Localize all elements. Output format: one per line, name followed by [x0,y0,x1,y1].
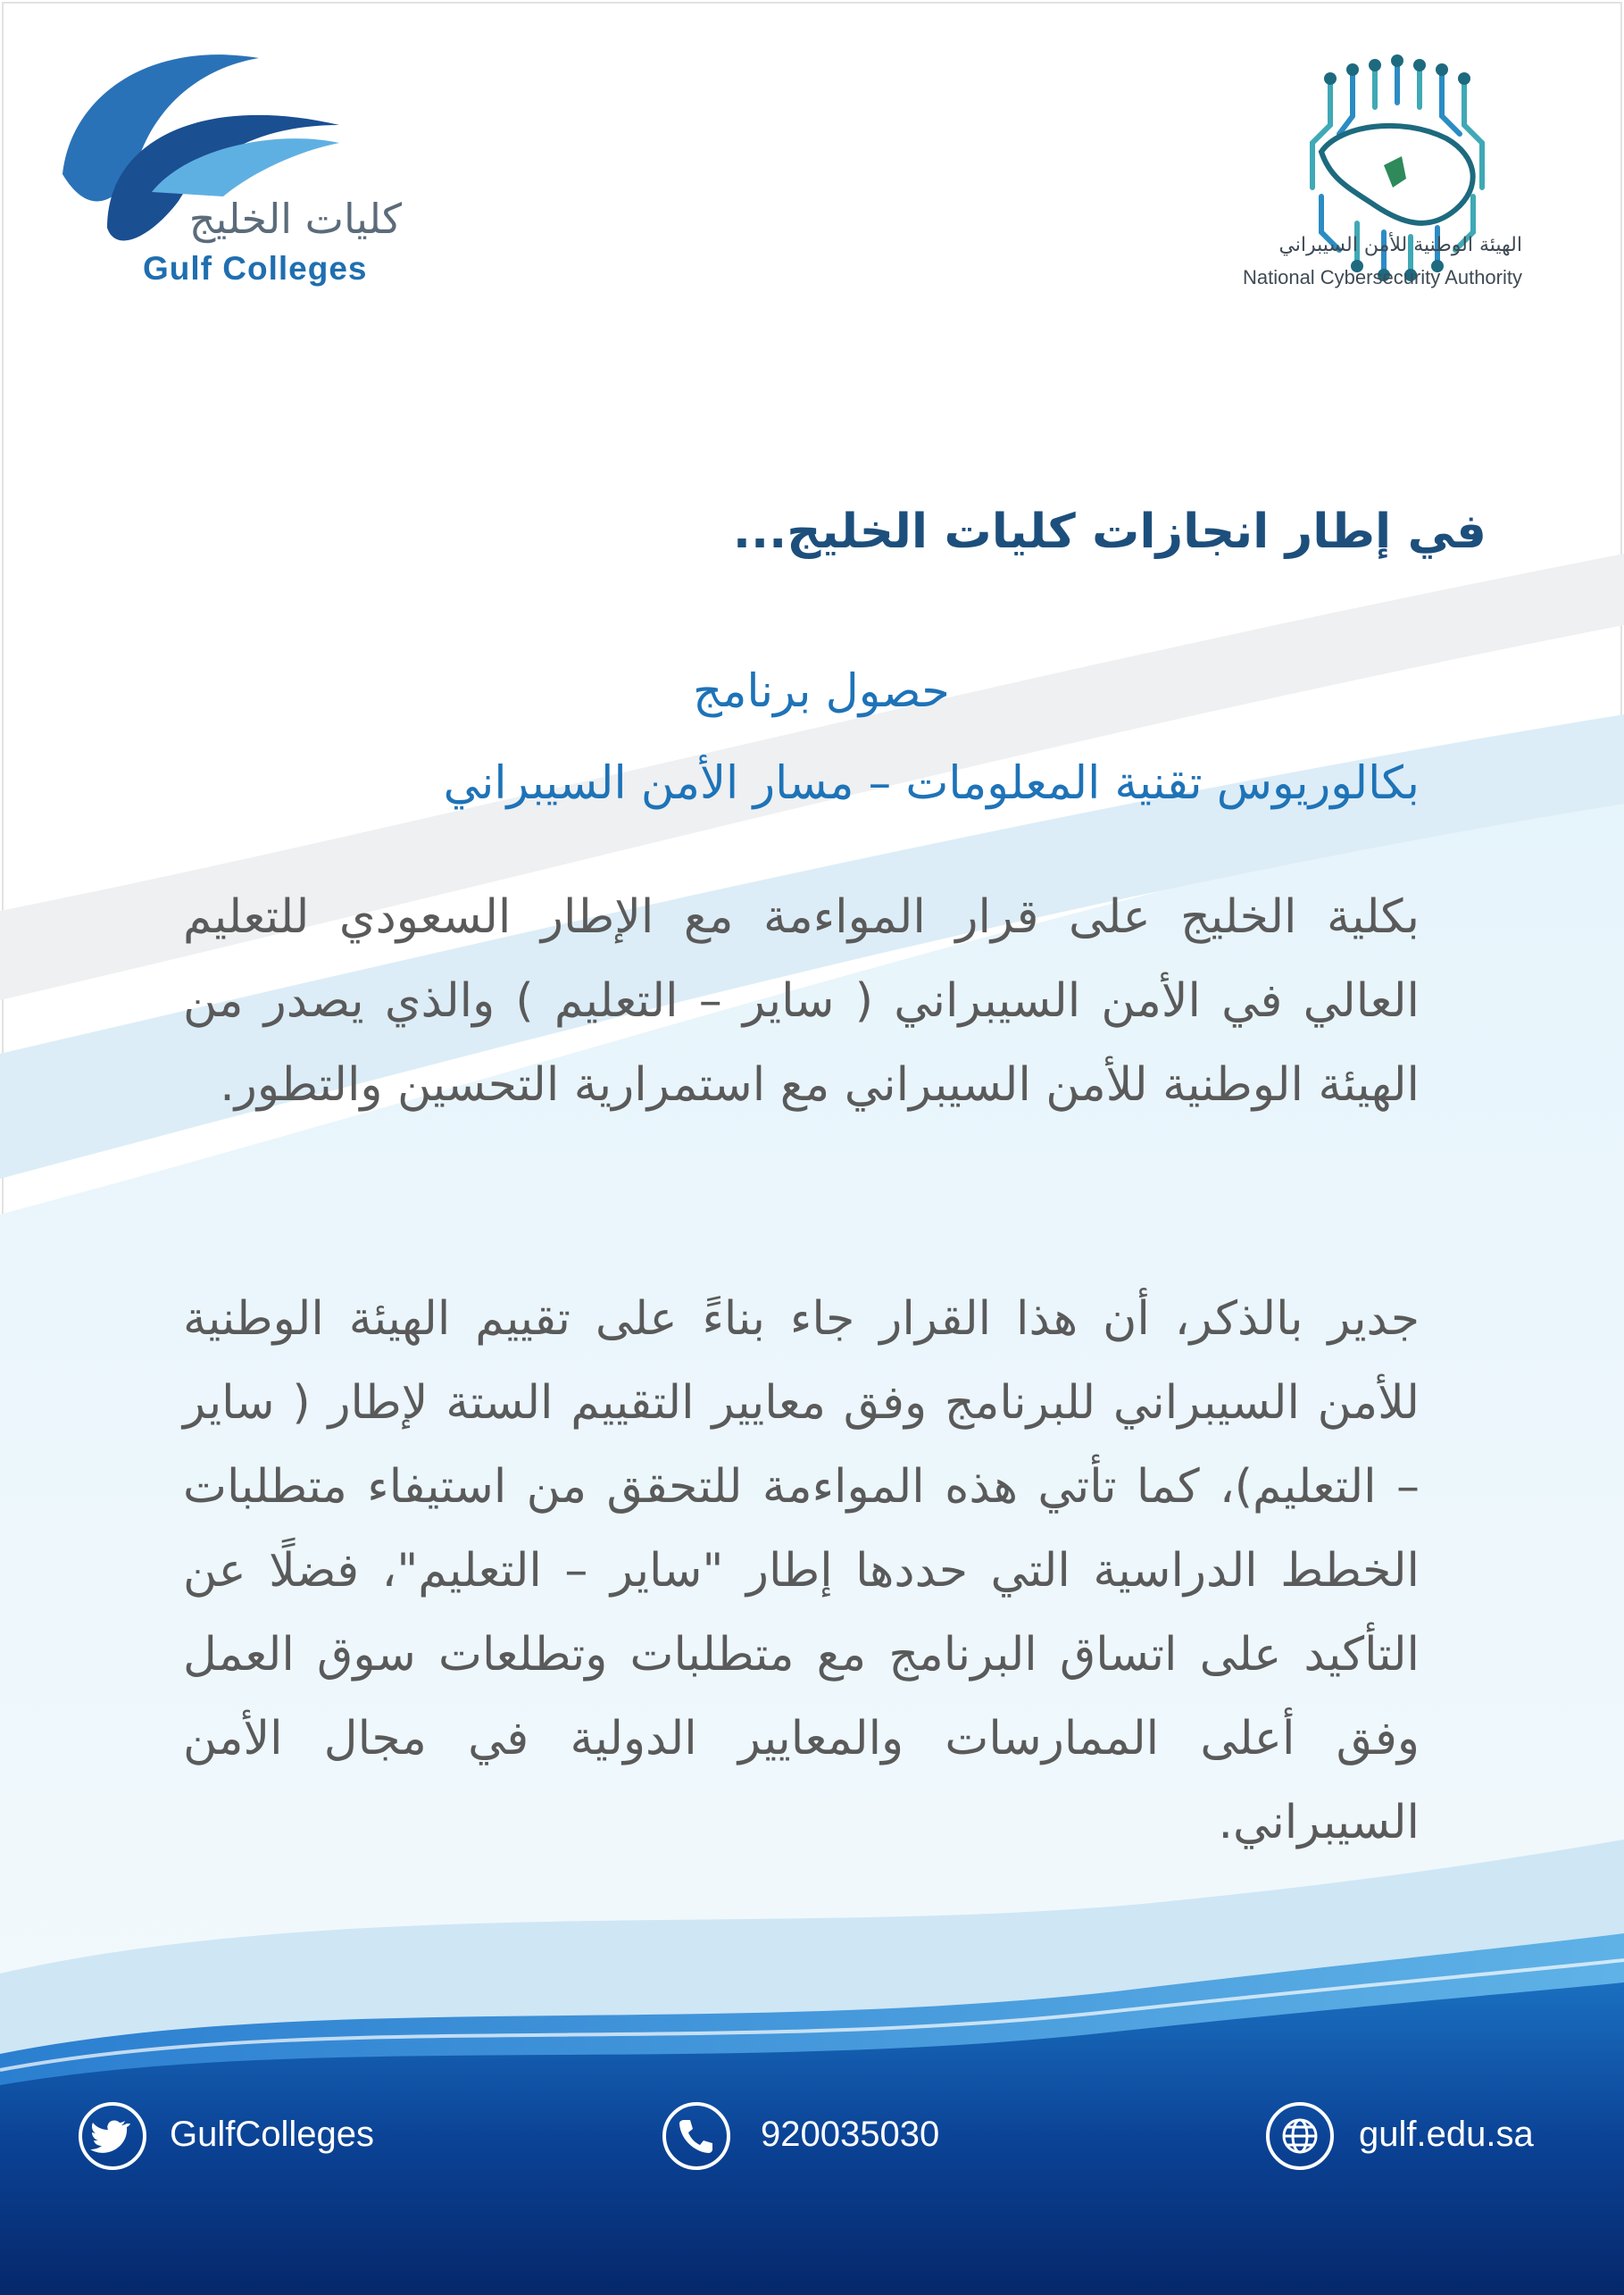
subtitle-line2: بكالوريوس تقنية المعلومات – مسار الأمن السيبراني [443,757,1420,810]
paragraph-2: جدير بالذكر، أن هذا القرار جاء بناءً على تقييم الهيئة الوطنية للأمن السيبراني للبرنامج وفق معايير التقييم الستة لإطار ( ساير – التعليم)، كما تأتي هذه المواءمة للتحقق من استيفاء متطلبات الخطط الدراسية التي حددها إطار "ساير – التعليم"، فضلًا عن التأكيد على اتساق البرنامج مع متطلبات وتطلعات سوق العمل وفق أعلى الممارسات والمعايير الدولية في مجال الأمن السيبراني. [183,1292,1420,1849]
footer-website-label: gulf.edu.sa [1359,2115,1534,2154]
footer-twitter-label: GulfColleges [170,2115,375,2154]
globe-icon [1266,2102,1334,2170]
twitter-icon [79,2102,146,2170]
footer-twitter[interactable] [79,2102,436,2174]
headline: في إطار انجازات كليات الخليج... [732,505,1487,559]
nca-logo-arabic: الهيئة الوطنية للأمن السيبراني [1278,234,1522,256]
paragraph-1: بكلية الخليج على قرار المواءمة مع الإطار السعودي للتعليم العالي في الأمن السيبراني ( ساير – التعليم ) والذي يصدر من الهيئة الوطنية للأمن السيبراني مع استمرارية التحسين والتطور. [183,890,1420,1112]
subtitle-line1: حصول برنامج [693,665,950,718]
phone-icon [662,2102,730,2170]
gulf-logo-arabic: كليات الخليج [188,195,402,243]
nca-logo-english: National Cybersecurity Authority [1242,266,1522,288]
footer-website[interactable] [1266,2102,1561,2174]
footer-phone-label: 920035030 [761,2115,940,2154]
gulf-logo-english: Gulf Colleges [143,250,368,287]
footer-phone[interactable] [662,2102,957,2174]
